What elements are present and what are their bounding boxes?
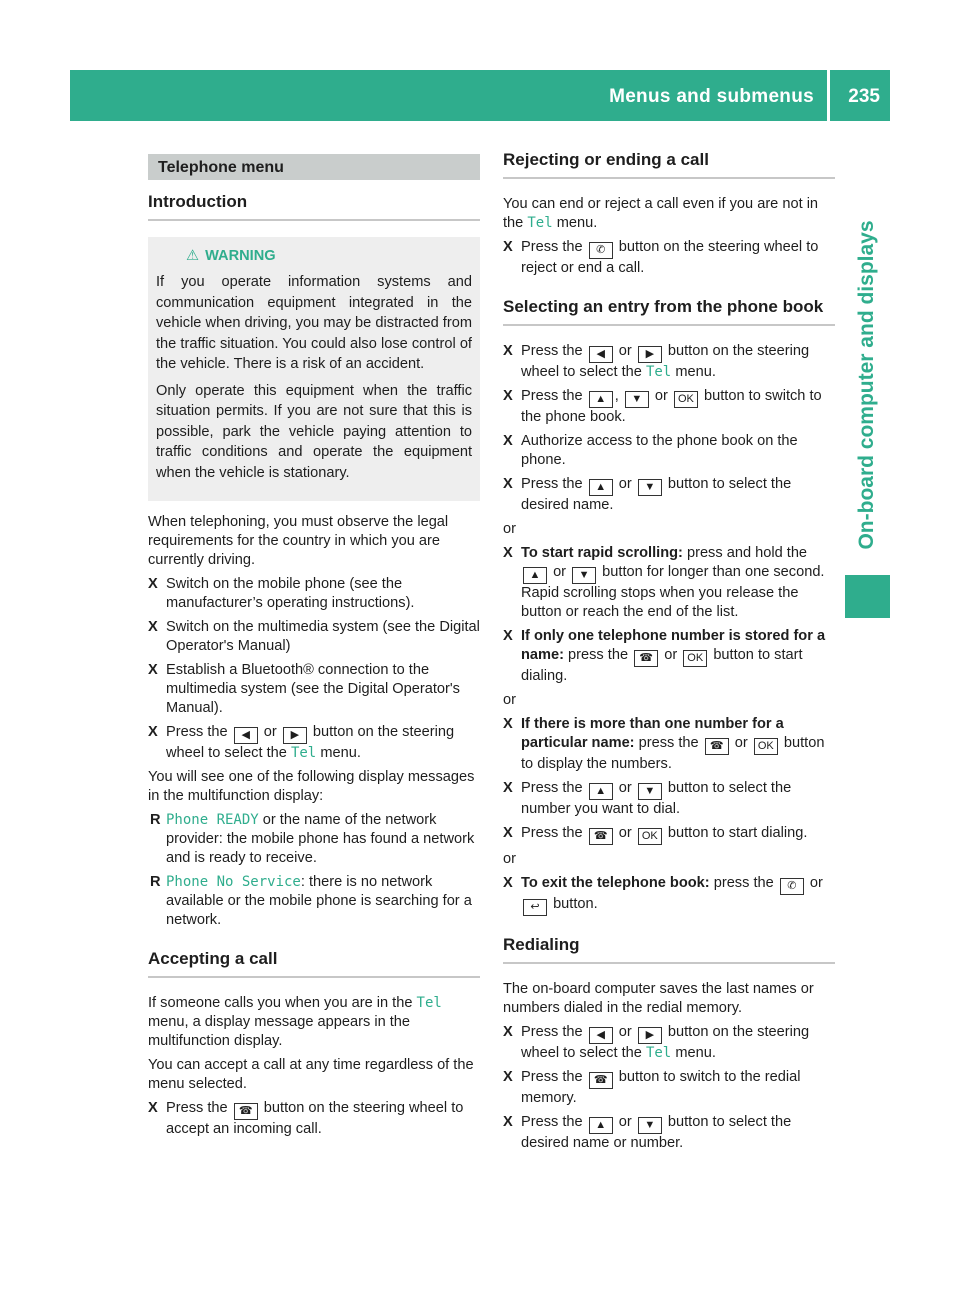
step-text: button on the steering wheel to select the — [166, 724, 455, 761]
step-text: or — [553, 564, 567, 580]
section-band: Telephone menu — [148, 154, 480, 180]
paragraph: The on-board computer saves the last names or numbers dialed in the redial memory. — [503, 981, 814, 1016]
step-marker: X — [503, 875, 513, 891]
step-item — [148, 723, 480, 763]
step-text: Press the — [521, 1024, 583, 1040]
step-marker: X — [148, 1100, 158, 1116]
display-message-code: Phone No Service — [166, 874, 301, 890]
step-text: Authorize access to the phone book on the phone. — [521, 433, 798, 468]
phone-icon: ☎ — [705, 738, 729, 755]
step-text: Press the — [521, 825, 583, 841]
step-item — [503, 779, 835, 819]
side-tab — [845, 215, 890, 560]
step-text: button to display the numbers. — [521, 735, 825, 772]
step-text: or — [618, 825, 632, 841]
step-item — [503, 238, 835, 278]
step-text: or — [263, 724, 277, 740]
step-text: menu. — [675, 1045, 716, 1061]
step-text: Switch on the multimedia system (see the Digital Operator's Manual) — [166, 619, 480, 654]
phone-icon: ☎ — [234, 1103, 258, 1120]
accepting-call-heading: Accepting a call — [148, 949, 480, 978]
step-bold: If there is more than one number for a particular name: — [521, 716, 784, 751]
phone-icon: ☎ — [589, 1072, 613, 1089]
tel-menu-code: Tel — [416, 995, 442, 1011]
warning-box — [148, 237, 480, 501]
or-text: or — [503, 521, 516, 537]
step-marker: X — [503, 433, 513, 449]
header-separator — [827, 70, 830, 121]
step-text: Press the — [521, 476, 583, 492]
bullet-item — [148, 873, 480, 930]
left-arrow-icon: ◀ — [589, 346, 613, 363]
left-arrow-icon: ◀ — [589, 1027, 613, 1044]
step-marker: X — [148, 619, 158, 635]
warning-title — [186, 247, 472, 266]
step-text: button to switch to the redial memory. — [521, 1069, 801, 1106]
step-item — [148, 1099, 480, 1139]
ok-icon: OK — [683, 650, 707, 667]
step-text: button on the steering wheel to select the — [521, 1024, 810, 1061]
step-item — [503, 715, 835, 774]
down-arrow-icon: ▼ — [638, 783, 662, 800]
down-arrow-icon: ▼ — [572, 567, 596, 584]
step-text: Establish a Bluetooth® connection to the multimedia system (see the Digital Operator's Manual). — [166, 662, 460, 716]
header-title: Menus and submenus — [609, 86, 814, 107]
introduction-heading: Introduction — [148, 192, 480, 221]
hang-up-icon: ✆ — [589, 242, 613, 259]
warning-paragraph-1: If you operate information systems and communication equipment integrated in the vehicle when driving, you may be distracted from the traffic situation. You could also lose control of the vehicle. There is a risk of an accident. — [156, 274, 472, 372]
tel-menu-code: Tel — [645, 1045, 672, 1061]
paragraph: You will see one of the following display messages in the multifunction display: — [148, 769, 475, 804]
left-arrow-icon: ◀ — [234, 727, 258, 744]
step-text: Switch on the mobile phone (see the manufacturer’s operating instructions). — [166, 576, 415, 611]
step-text: Press the — [521, 343, 583, 359]
step-marker: X — [503, 239, 513, 255]
up-arrow-icon: ▲ — [589, 479, 613, 496]
step-text: Rapid scrolling stops when you release the button or reach the end of the list. — [521, 585, 799, 620]
up-arrow-icon: ▲ — [523, 567, 547, 584]
step-text: button to switch to the phone book. — [521, 388, 822, 425]
or-text: or — [503, 851, 516, 867]
warning-title-text: WARNING — [205, 248, 276, 264]
step-item — [503, 544, 835, 622]
tel-menu-code: Tel — [645, 364, 672, 380]
paragraph: When telephoning, you must observe the legal requirements for the country in which you are currently driving. — [148, 514, 449, 568]
down-arrow-icon: ▼ — [638, 1117, 662, 1134]
side-tab-marker — [845, 575, 890, 618]
step-text: button to start dialing. — [667, 825, 808, 841]
step-marker: X — [503, 545, 513, 561]
bullet-marker: R — [150, 812, 161, 828]
step-item — [503, 387, 835, 427]
step-marker: X — [503, 1069, 513, 1085]
step-item — [503, 824, 835, 845]
step-text: press the — [638, 735, 699, 751]
step-text: Press the — [166, 1100, 228, 1116]
step-text: Press the — [521, 1069, 583, 1085]
step-marker: X — [503, 628, 513, 644]
down-arrow-icon: ▼ — [638, 479, 662, 496]
step-text: Press the — [521, 388, 583, 404]
phone-icon: ☎ — [589, 828, 613, 845]
tel-menu-code: Tel — [527, 215, 553, 231]
bullet-marker: R — [150, 874, 161, 890]
step-text: button for longer than one second. — [602, 564, 825, 580]
paragraph — [148, 994, 480, 1051]
back-icon: ↩ — [523, 899, 547, 916]
step-item — [148, 661, 480, 718]
step-text: , — [614, 388, 619, 404]
step-item — [503, 342, 835, 382]
phone-icon: ☎ — [634, 650, 658, 667]
or-text: or — [503, 692, 516, 708]
step-marker: X — [148, 724, 158, 740]
step-text: button. — [553, 896, 598, 912]
step-text: press the — [568, 647, 629, 663]
paragraph-text: If someone calls you when you are in the — [148, 995, 413, 1011]
step-bold: To start rapid scrolling: — [521, 545, 683, 561]
step-text: or — [618, 1024, 632, 1040]
page-number: 235 — [848, 86, 880, 107]
step-text: button to select the number you want to dial. — [521, 780, 792, 817]
bullet-text: or the name of the network provider: the mobile phone has found a network and is ready to receive. — [166, 812, 475, 866]
step-marker: X — [503, 780, 513, 796]
bullet-text: : there is no network available or the mobile phone is searching for a network. — [166, 874, 472, 928]
step-bold: If only one telephone number is stored for a name: — [521, 628, 826, 663]
step-marker: X — [148, 662, 158, 678]
step-text: menu. — [675, 364, 716, 380]
step-text: Press the — [166, 724, 228, 740]
step-marker: X — [503, 476, 513, 492]
step-marker: X — [503, 716, 513, 732]
step-bold: To exit the telephone book: — [521, 875, 710, 891]
step-item — [503, 1068, 835, 1108]
step-text: press the — [713, 875, 774, 891]
up-arrow-icon: ▲ — [589, 1117, 613, 1134]
bullet-item — [148, 811, 480, 868]
step-text: menu. — [320, 745, 361, 761]
paragraph-text: menu, a display message appears in the multifunction display. — [148, 1014, 411, 1049]
warning-paragraph-2: Only operate this equipment when the traffic situation permits. If you are not sure that this is possible, park the vehicle paying attention to traffic conditions and operate the equipment when the vehicle is stationary. — [156, 382, 472, 481]
step-text: button on the steering wheel to accept an incoming call. — [166, 1100, 464, 1137]
right-column — [503, 150, 835, 1158]
step-text: or — [618, 343, 632, 359]
step-text: button to start dialing. — [521, 647, 803, 684]
step-item — [503, 627, 835, 686]
step-text: Press the — [521, 780, 583, 796]
side-tab-label: On-board computer and displays — [855, 220, 878, 550]
up-arrow-icon: ▲ — [589, 391, 613, 408]
step-text: or — [618, 780, 632, 796]
phone-book-heading: Selecting an entry from the phone book — [503, 297, 835, 326]
redialing-heading: Redialing — [503, 935, 835, 964]
step-text: or — [664, 647, 678, 663]
step-text: button to select the desired name. — [521, 476, 792, 513]
right-arrow-icon: ▶ — [638, 1027, 662, 1044]
right-arrow-icon: ▶ — [283, 727, 307, 744]
step-text: button on the steering wheel to reject or end a call. — [521, 239, 819, 276]
step-marker: X — [503, 388, 513, 404]
up-arrow-icon: ▲ — [589, 783, 613, 800]
hang-up-icon: ✆ — [780, 878, 804, 895]
step-text: Press the — [521, 239, 583, 255]
ok-icon: OK — [638, 828, 662, 845]
step-item — [148, 618, 480, 656]
header-bar — [70, 70, 890, 121]
paragraph: You can accept a call at any time regardless of the menu selected. — [148, 1057, 474, 1092]
step-text: press and hold the — [686, 545, 808, 561]
down-arrow-icon: ▼ — [625, 391, 649, 408]
paragraph-text: menu. — [556, 215, 598, 231]
paragraph-text: You can end or reject a call even if you are not in the — [503, 196, 819, 231]
step-text: or — [654, 388, 668, 404]
warning-icon: ⚠ — [186, 248, 200, 264]
step-marker: X — [503, 1024, 513, 1040]
step-item — [148, 575, 480, 613]
step-item — [503, 874, 835, 916]
step-marker: X — [503, 1114, 513, 1130]
display-message-code: Phone READY — [166, 812, 259, 828]
step-item — [503, 475, 835, 515]
ok-icon: OK — [674, 391, 698, 408]
paragraph — [503, 195, 835, 233]
step-text: or — [618, 1114, 632, 1130]
step-marker: X — [503, 825, 513, 841]
tel-menu-code: Tel — [290, 745, 317, 761]
step-item — [503, 432, 835, 470]
step-marker: X — [148, 576, 158, 592]
rejecting-call-heading: Rejecting or ending a call — [503, 150, 835, 179]
ok-icon: OK — [754, 738, 778, 755]
step-text: Press the — [521, 1114, 583, 1130]
step-item — [503, 1113, 835, 1153]
left-column — [148, 154, 480, 1144]
step-text: or — [734, 735, 748, 751]
step-text: or — [809, 875, 823, 891]
step-item — [503, 1023, 835, 1063]
right-arrow-icon: ▶ — [638, 346, 662, 363]
step-text: or — [618, 476, 632, 492]
step-text: button to select the desired name or number. — [521, 1114, 792, 1151]
step-marker: X — [503, 343, 513, 359]
step-text: button on the steering wheel to select the — [521, 343, 810, 380]
